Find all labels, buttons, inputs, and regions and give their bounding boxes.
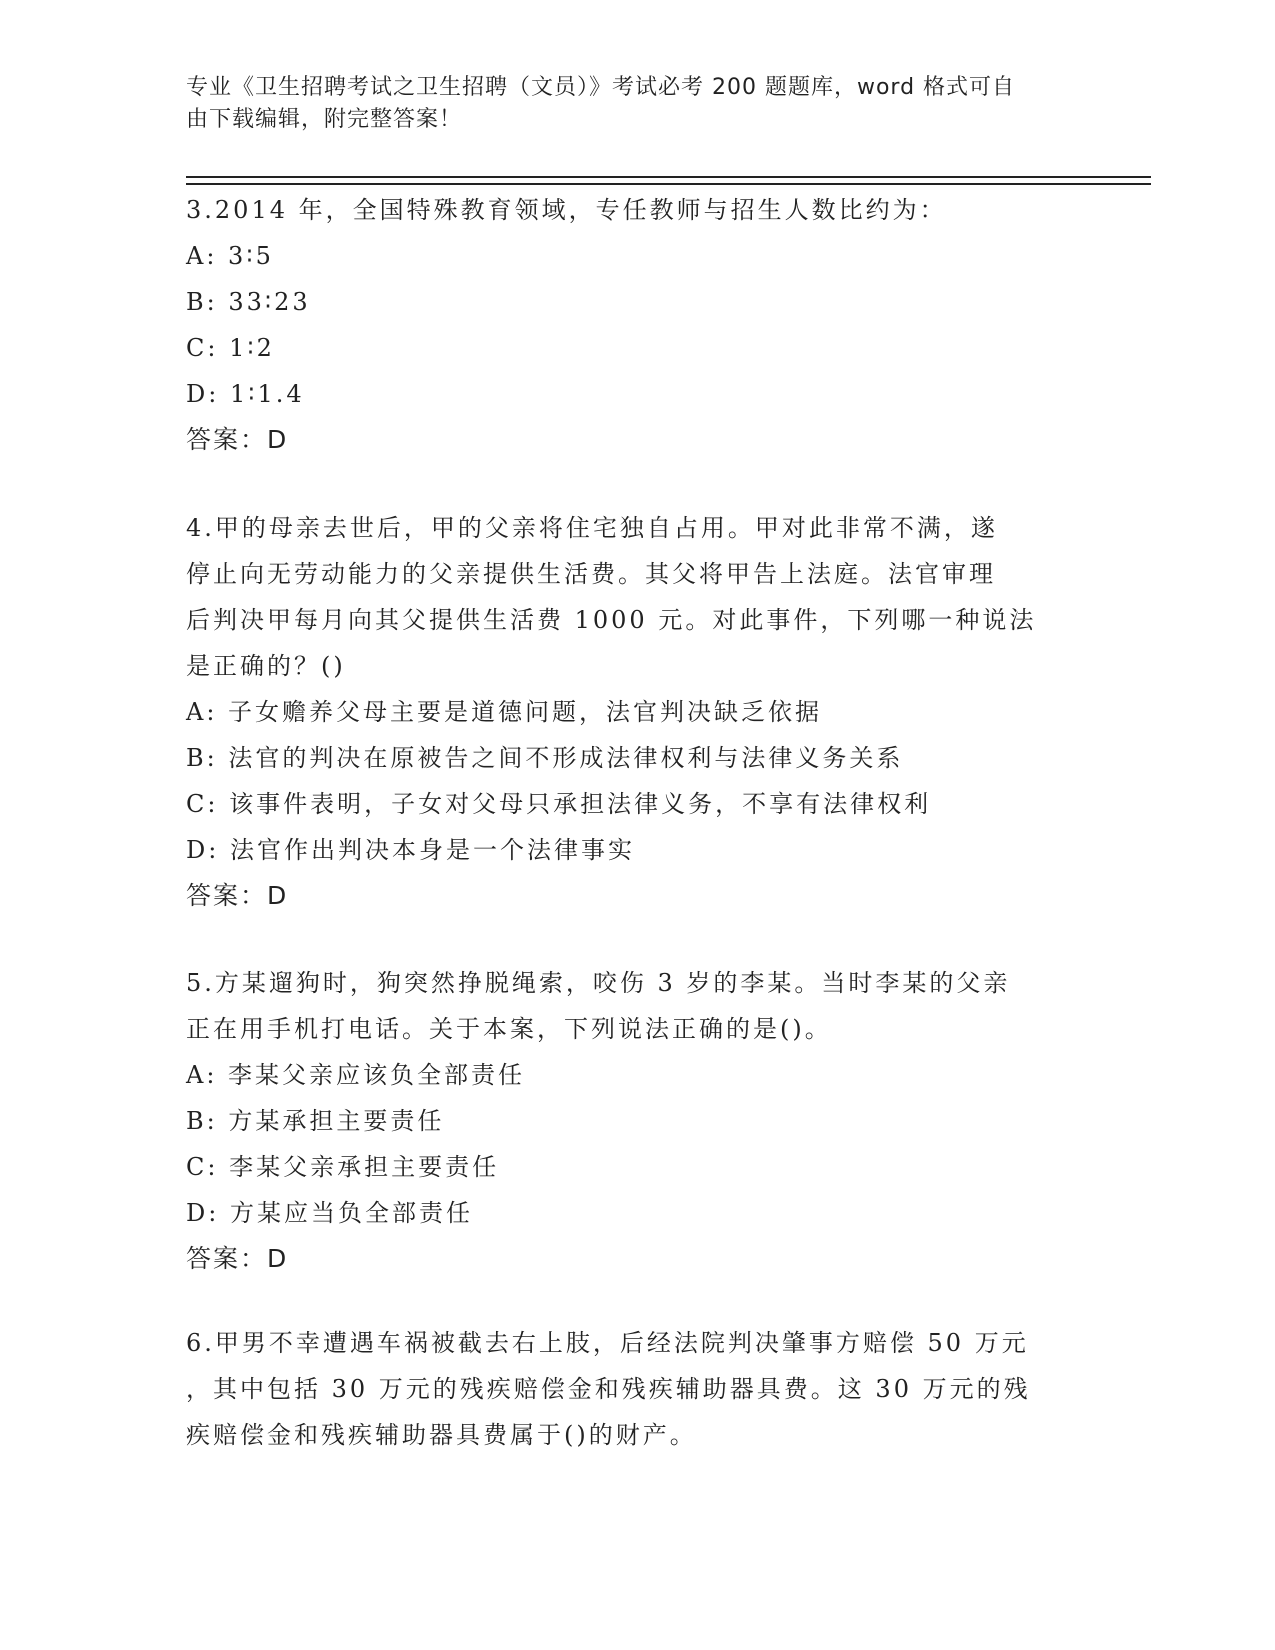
question-block xyxy=(186,960,1086,1282)
header-line: 由下载编辑，附完整答案！ xyxy=(186,107,463,132)
option-a: A: 3∶5 xyxy=(186,242,274,270)
question-block xyxy=(186,1320,1086,1458)
option-d: D: 1∶1.4 xyxy=(186,380,305,408)
option-c: C: 1∶2 xyxy=(186,334,275,362)
option-b: B: 法官的判决在原被告之间不形成法律权利与法律义务关系 xyxy=(186,744,904,772)
question-block xyxy=(186,505,1086,919)
option-a: A: 子女赡养父母主要是道德问题，法官判决缺乏依据 xyxy=(186,698,823,726)
question-stem xyxy=(186,505,1086,689)
header-divider-bottom xyxy=(186,183,1151,185)
option-a: A: 李某父亲应该负全部责任 xyxy=(186,1061,526,1089)
question-stem xyxy=(186,960,1086,1052)
document-header xyxy=(186,72,1086,136)
option-c: C: 李某父亲承担主要责任 xyxy=(186,1153,500,1181)
question-text-line: 6.甲男不幸遭遇车祸被截去右上肢，后经法院判决肇事方赔偿 50 万元 xyxy=(186,1329,1029,1357)
question-stem xyxy=(186,187,1086,233)
answer-line: 答案：D xyxy=(186,1244,289,1273)
answer-line: 答案：D xyxy=(186,425,289,454)
header-divider-top xyxy=(186,176,1151,178)
question-text-line: 停止向无劳动能力的父亲提供生活费。其父将甲告上法庭。法官审理 xyxy=(186,560,996,588)
option-b: B: 方某承担主要责任 xyxy=(186,1107,445,1135)
question-text-line: ，其中包括 30 万元的残疾赔偿金和残疾辅助器具费。这 30 万元的残 xyxy=(186,1375,1031,1403)
option-b: B: 33∶23 xyxy=(186,288,311,316)
question-text-line: 是正确的？() xyxy=(186,652,346,680)
question-text-line: 5.方某遛狗时，狗突然挣脱绳索，咬伤 3 岁的李某。当时李某的父亲 xyxy=(186,969,1011,997)
question-block xyxy=(186,187,1086,463)
question-text-line: 正在用手机打电话。关于本案，下列说法正确的是()。 xyxy=(186,1015,832,1043)
question-text-line: 4.甲的母亲去世后，甲的父亲将住宅独自占用。甲对此非常不满，遂 xyxy=(186,514,998,542)
option-c: C: 该事件表明，子女对父母只承担法律义务，不享有法律权利 xyxy=(186,790,932,818)
question-stem xyxy=(186,1320,1086,1458)
question-text-line: 3.2014 年，全国特殊教育领域，专任教师与招生人数比约为： xyxy=(186,196,947,224)
option-d: D: 方某应当负全部责任 xyxy=(186,1199,473,1227)
answer-line: 答案：D xyxy=(186,881,289,910)
question-text-line: 后判决甲每月向其父提供生活费 1000 元。对此事件，下列哪一种说法 xyxy=(186,606,1037,634)
question-text-line: 疾赔偿金和残疾辅助器具费属于()的财产。 xyxy=(186,1421,697,1449)
option-d: D: 法官作出判决本身是一个法律事实 xyxy=(186,836,635,864)
header-line: 专业《卫生招聘考试之卫生招聘（文员）》考试必考 200 题题库，word 格式可自 xyxy=(186,75,1016,100)
